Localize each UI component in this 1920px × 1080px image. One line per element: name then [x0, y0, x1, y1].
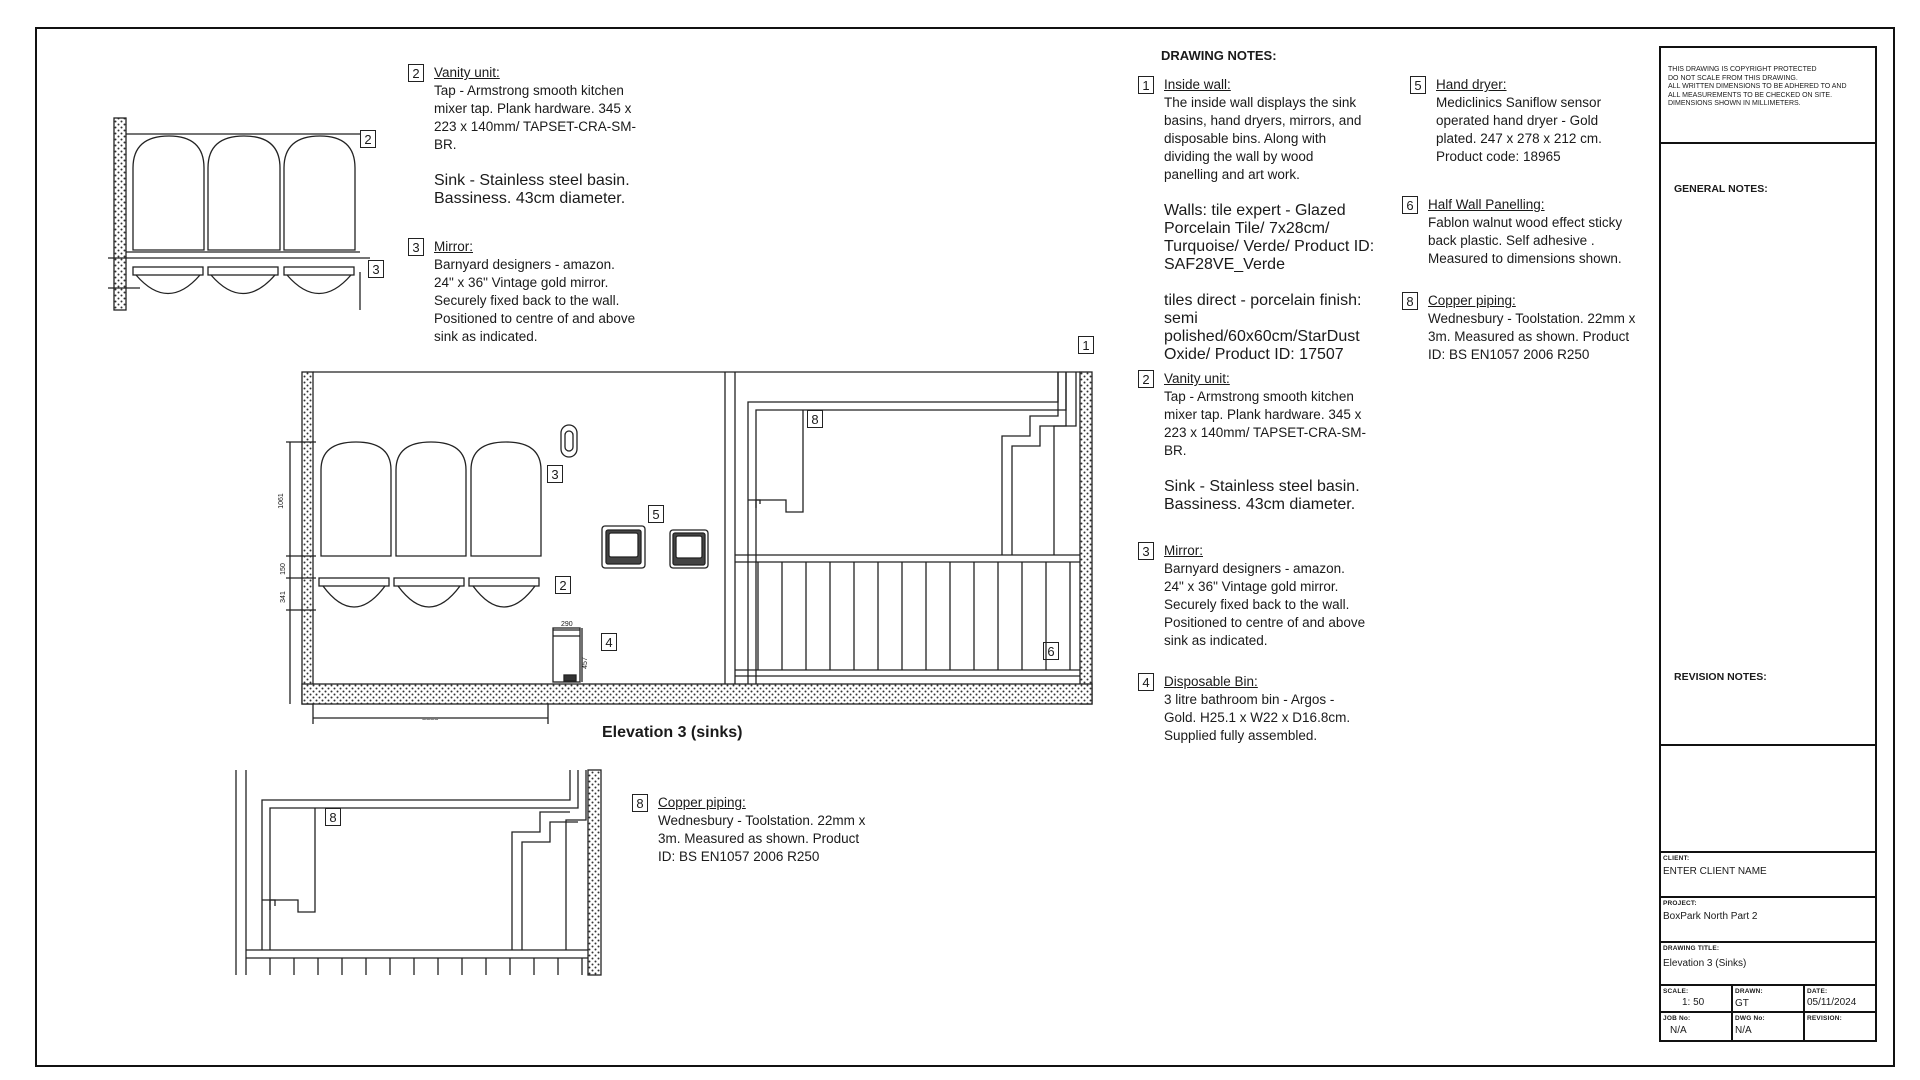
client-value: ENTER CLIENT NAME [1663, 866, 1767, 877]
mirror [321, 442, 391, 556]
callout-3: 3 [368, 260, 384, 278]
note-number: 5 [1410, 76, 1426, 94]
scale-label: SCALE: [1663, 988, 1689, 995]
dwg-no-label: DWG No: [1735, 1015, 1765, 1022]
callout-2: 2 [555, 576, 571, 594]
note-half-wall-panelling [1406, 196, 1663, 268]
note-body: Tap - Armstrong smooth kitchen mixer tap. Plank hardware. 345 x 223 x 140mm/ TAPSET-CRA-SM- BR. [434, 83, 637, 152]
note-number: 3 [1138, 542, 1154, 560]
mirror [396, 442, 466, 556]
callout-2: 2 [360, 130, 376, 148]
note-heading: Hand dryer: [1436, 77, 1507, 92]
sink [394, 578, 464, 586]
drawing-title-value: Elevation 3 (Sinks) [1663, 958, 1747, 969]
note-body: Walls: tile expert - Glazed Porcelain Tile/ 7x28cm/ Turquoise/ Verde/ Product ID: SAF28VE_Verde [1164, 202, 1375, 273]
date-label: DATE: [1807, 988, 1828, 995]
note-number: 3 [408, 238, 424, 256]
note-heading: Mirror: [1164, 543, 1203, 558]
note-body: Barnyard designers - amazon. 24" x 36" Vintage gold mirror. Securely fixed back to the wall. Positioned to centre of and above sink as indicated. [1164, 561, 1366, 648]
drawing-title-label: DRAWING TITLE: [1663, 945, 1720, 952]
dim-bottom: ~~~~ [422, 717, 439, 724]
note-heading: Disposable Bin: [1164, 674, 1258, 689]
note-disposable-bin [1142, 673, 1399, 745]
client-label: CLIENT: [1663, 855, 1690, 862]
elevation-title: Elevation 3 (sinks) [602, 724, 743, 741]
note-inside-wall [1142, 76, 1399, 364]
elevation-main [286, 372, 1092, 724]
note-body: Tap - Armstrong smooth kitchen mixer tap. Plank hardware. 345 x 223 x 140mm/ TAPSET-CRA-SM- BR. [1164, 389, 1367, 458]
callout-8: 8 [325, 808, 341, 826]
dim-mirror-height: 1061 [277, 493, 285, 509]
note-heading: Copper piping: [658, 795, 746, 810]
note-copper-piping [1406, 292, 1663, 364]
dim-gap: 150 [279, 563, 287, 575]
panelling-slats [758, 562, 1070, 670]
callout-1: 1 [1078, 336, 1094, 354]
callout-4: 4 [601, 633, 617, 651]
job-no-label: JOB No: [1663, 1015, 1691, 1022]
note-body: tiles direct - porcelain finish: semi polished/60x60cm/StarDust Oxide/ Product ID: 17507 [1164, 292, 1362, 363]
sink [319, 578, 389, 586]
callout-6: 6 [1043, 642, 1059, 660]
drawn-label: DRAWN: [1735, 988, 1763, 995]
note-body: Wednesbury - Toolstation. 22mm x 3m. Measured as shown. Product ID: BS EN1057 2006 R250 [1428, 311, 1636, 362]
copyright-notice: THIS DRAWING IS COPYRIGHT PROTECTED DO NOT SCALE FROM THIS DRAWING. ALL WRITTEN DIMENSIONS TO BE ADHERED TO AND ALL MEASUREMENTS TO BE CHECKED ON SITE. DIMENSIONS SHOWN IN MILLIMETERS. [1668, 66, 1847, 107]
note-body: Sink - Stainless steel basin. Bassiness. 43cm diameter. [434, 172, 630, 207]
drawn-value: GT [1735, 998, 1749, 1009]
note-number: 8 [1402, 292, 1418, 310]
note-mirror [1142, 542, 1399, 650]
note-body: Sink - Stainless steel basin. Bassiness. 43cm diameter. [1164, 478, 1360, 513]
revision-label: REVISION: [1807, 1015, 1843, 1022]
dim-sink-height: 341 [279, 591, 287, 603]
revision-notes-label: REVISION NOTES: [1674, 671, 1767, 683]
note-body: 3 litre bathroom bin - Argos - Gold. H25.1 x W22 x D16.8cm. Supplied fully assembled. [1164, 692, 1351, 743]
drawing-notes-title: DRAWING NOTES: [1161, 48, 1277, 63]
date-value: 05/11/2024 [1807, 997, 1857, 1008]
top-note-mirror [412, 238, 669, 346]
detail-mirrors-sinks [108, 118, 370, 310]
note-body: The inside wall displays the sink basins, hand dryers, mirrors, and disposable bins. Along with dividing the wall by wood panelling and art work. [1164, 95, 1362, 182]
dim-bin-width: 290 [561, 621, 573, 628]
note-body: Fablon walnut wood effect sticky back plastic. Self adhesive . Measured to dimensions shown. [1428, 215, 1623, 266]
project-value: BoxPark North Part 2 [1663, 911, 1758, 922]
note-heading: Vanity unit: [1164, 371, 1230, 386]
callout-8: 8 [807, 410, 823, 428]
mirror [471, 442, 541, 556]
bottom-note-copper [636, 794, 893, 866]
note-heading: Vanity unit: [434, 65, 500, 80]
note-vanity-unit [1142, 370, 1399, 514]
note-number: 4 [1138, 673, 1154, 691]
note-body: Mediclinics Saniflow sensor operated hand dryer - Gold plated. 247 x 278 x 212 cm. Product code: 18965 [1436, 95, 1602, 164]
note-body: Wednesbury - Toolstation. 22mm x 3m. Measured as shown. Product ID: BS EN1057 2006 R250 [658, 813, 866, 864]
callout-5: 5 [648, 505, 664, 523]
callout-3: 3 [547, 465, 563, 483]
sink [469, 578, 539, 586]
detail-copper-piping [236, 770, 601, 975]
note-heading: Half Wall Panelling: [1428, 197, 1545, 212]
general-notes-label: GENERAL NOTES: [1674, 183, 1768, 195]
top-note-vanity [412, 64, 669, 208]
project-label: PROJECT: [1663, 900, 1697, 907]
dim-bin-height: 457 [581, 657, 589, 669]
note-number: 2 [1138, 370, 1154, 388]
scale-value: 1: 50 [1682, 997, 1705, 1008]
note-number: 2 [408, 64, 424, 82]
note-heading: Inside wall: [1164, 77, 1231, 92]
note-number: 6 [1402, 196, 1418, 214]
note-heading: Copper piping: [1428, 293, 1516, 308]
note-number: 8 [632, 794, 648, 812]
note-body: Barnyard designers - amazon. 24" x 36" Vintage gold mirror. Securely fixed back to the wall. Positioned to centre of and above sink as indicated. [434, 257, 636, 344]
note-number: 1 [1138, 76, 1154, 94]
job-no-value: N/A [1670, 1025, 1687, 1036]
dwg-no-value: N/A [1735, 1025, 1752, 1036]
note-hand-dryer [1414, 76, 1671, 166]
note-heading: Mirror: [434, 239, 473, 254]
